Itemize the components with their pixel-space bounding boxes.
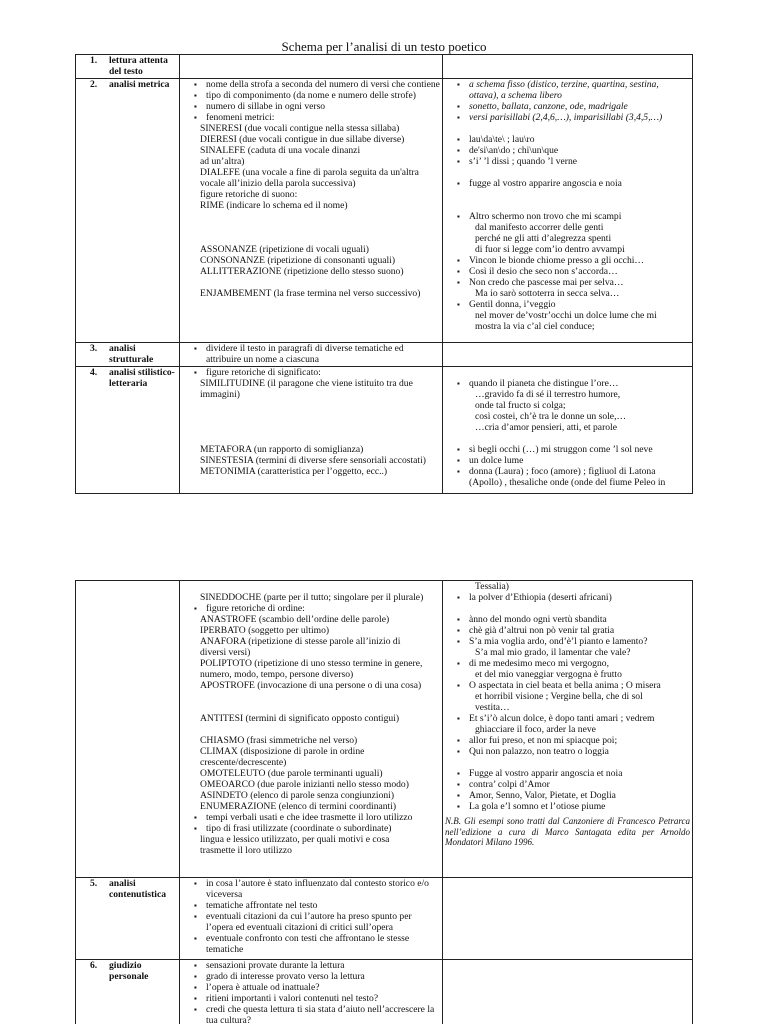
content-cell <box>180 960 443 1024</box>
text-line: figure retoriche di suono: <box>200 189 298 200</box>
section-cell: 3. analisi strutturale <box>76 343 180 367</box>
section-label: analisi metrica <box>109 79 170 90</box>
list-item: ▪ ritieni importanti i valori contenuti nel testo? <box>182 993 440 1004</box>
text-line: crescente/decrescente) <box>200 757 287 768</box>
text-line: APOSTROFE (invocazione di una persone o di una cosa) <box>200 680 422 691</box>
section-label: lettura attenta del testo <box>109 55 168 77</box>
section-cell: 4. analisi stilistico-letteraria <box>76 367 180 494</box>
schema-table-1 <box>75 54 693 494</box>
list-item: ▪ Amor, Senno, Valor, Pietate, et Doglia <box>445 790 690 801</box>
text-line: Ma io sarò sottoterra in secca selva… <box>475 288 620 299</box>
text-line: ANASTROFE (scambio dell’ordine delle parole) <box>200 614 390 625</box>
text-line: nel mover de’vostr’occhi un dolce lume che mi <box>475 310 657 321</box>
text-line: SINEDDOCHE (parte per il tutto; singolare per il plurale) <box>200 592 424 603</box>
list-item: ▪ a schema fisso (distico, terzine, quartina, sestina, ottava), a schema libero <box>445 79 690 101</box>
text-line: POLIPTOTO (ripetizione di uno stesso termine in genere, <box>200 658 423 669</box>
list-item: ▪ l’opera è attuale od inattuale? <box>182 982 440 993</box>
list-item: ▪ la polver d’Ethiopia (deserti africani) <box>445 592 690 603</box>
text-line: RIME (indicare lo schema ed il nome) <box>200 200 348 211</box>
list-item: ▪ donna (Laura) ; foco (amore) ; figliuol di Latona (Apollo) , thesaliche onde (onde del fiume Peleo in <box>445 466 690 488</box>
list-item: ▪ credi che questa lettura ti sia stata d’aiuto nell’accrescere la tua cultura? <box>182 1004 440 1024</box>
table-row <box>76 55 693 79</box>
section-label: analisi strutturale <box>109 343 154 365</box>
list-item: ▪ chè già d’altrui non pò venir tal gratia <box>445 625 690 636</box>
text-line: ASINDETO (elenco di parole senza congiunzioni) <box>200 790 395 801</box>
text-line: et del mio vaneggiar vergogna è frutto <box>475 669 622 680</box>
text-line: SIMILITUDINE (il paragone che viene istituito tra due <box>200 378 413 389</box>
text-line: ENJAMBEMENT (la frase termina nel verso successivo) <box>200 288 421 299</box>
list-item: ▪ dividere il testo in paragrafi di diverse tematiche ed attribuire un nome a ciascuna <box>182 343 440 365</box>
list-item: ▪ sonetto, ballata, canzone, ode, madrigale <box>445 101 690 112</box>
list-item: ▪ tipo di componimento (da nome e numero delle strofe) <box>182 90 440 101</box>
text-line: ASSONANZE (ripetizione di vocali uguali) <box>200 244 369 255</box>
list-item: ▪ Et s’i’ò alcun dolce, è dopo tanti amari ; vedrem <box>445 713 690 724</box>
text-line: DIERESI (due vocali contigue in due sillabe diverse) <box>200 134 405 145</box>
section-label: analisi stilistico-letteraria <box>109 367 175 389</box>
list-item: ▪ in cosa l’autore è stato influenzato dal contesto storico e/o viceversa <box>182 878 440 900</box>
section-cell: 6. giudizio personale <box>76 960 180 1024</box>
text-line: SINESTESIA (termini di diverse sfere sensoriali accostati) <box>200 455 426 466</box>
schema-table-2 <box>75 580 693 1024</box>
list-item: ▪ quando il pianeta che distingue l’ore… <box>445 378 690 389</box>
text-line: …cria d’amor pensieri, atti, et parole <box>475 422 617 433</box>
list-item: ▪ grado di interesse provato verso la lettura <box>182 971 440 982</box>
list-item: ▪ nome della strofa a seconda del numero di versi che contiene <box>182 79 440 90</box>
text-line: ANAFORA (ripetizione di stesse parole all’inizio di <box>200 636 401 647</box>
text-line: dal manifesto accorrer delle genti <box>475 222 604 233</box>
text-line: di fuor si legge com’io dentro avvampi <box>475 244 625 255</box>
list-item: ▪ lau\da\te\ ; lau\ro <box>445 134 690 145</box>
text-line: perché ne gli atti d’alegrezza spenti <box>475 233 612 244</box>
list-item: ▪ un dolce lume <box>445 455 690 466</box>
list-item: ▪ tempi verbali usati e che idee trasmette il loro utilizzo <box>182 812 440 823</box>
list-item: ▪ O aspectata in ciel beata et bella anima ; O misera <box>445 680 690 691</box>
text-line: SINALEFE (caduta di una vocale dinanzi <box>200 145 361 156</box>
text-line: DIALEFE (una vocale a fine di parola seguita da un'altra <box>200 167 419 178</box>
content-cell <box>180 343 443 367</box>
text-line: immagini) <box>200 389 240 400</box>
list-item: ▪ de'si\an\do ; chi\un\que <box>445 145 690 156</box>
list-item: ▪ eventuale confronto con testi che affrontano le stesse tematiche <box>182 933 440 955</box>
table-row <box>76 79 693 343</box>
list-item: ▪ sì begli occhi (…) mi struggon come ’l sol neve <box>445 444 690 455</box>
list-item: ▪ versi parisillabi (2,4,6,…), imparisillabi (3,4,5,…) <box>445 112 690 123</box>
section-label: analisi contenutistica <box>109 878 167 900</box>
section-cell: 5. analisi contenutistica <box>76 878 180 960</box>
list-item: ▪ numero di sillabe in ogni verso <box>182 101 440 112</box>
text-line: S’a mal mio grado, il lamentar che vale? <box>475 647 631 658</box>
content-cell <box>180 878 443 960</box>
examples-cell <box>443 581 693 878</box>
text-line: trasmette il loro utilizzo <box>200 845 292 856</box>
text-line: OMOTELEUTO (due parole terminanti uguali) <box>200 768 383 779</box>
text-line: CONSONANZE (ripetizione di consonanti uguali) <box>200 255 396 266</box>
text-line: SINERESI (due vocali contigue nella stessa sillaba) <box>200 123 400 134</box>
text-line: numero, modo, tempo, persone diverso) <box>200 669 354 680</box>
table-row <box>76 878 693 960</box>
text-line: così costei, ch’è tra le donne un sole,… <box>475 411 627 422</box>
list-item: ▪ s’i’ ’l dissi ; quando ’l verne <box>445 156 690 167</box>
text-line: onde tal fructo si colga; <box>475 400 566 411</box>
table-row <box>76 581 693 878</box>
list-item: ▪ Qui non palazzo, non teatro o loggia <box>445 746 690 757</box>
text-line: ALLITTERAZIONE (ripetizione dello stesso suono) <box>200 266 404 277</box>
page-title: Schema per l’analisi di un testo poetico <box>281 39 487 54</box>
list-item: ▪ S’a mia voglia ardo, ond’è’l pianto e lamento? <box>445 636 690 647</box>
text-line: ENUMERAZIONE (elenco di termini coordinanti) <box>200 801 397 812</box>
text-line: mostra la via c’al ciel conduce; <box>475 321 595 332</box>
text-line: CHIASMO (frasi simmetriche nel verso) <box>200 735 358 746</box>
examples-cell <box>443 79 693 343</box>
text-line: ad un’altra) <box>200 156 245 167</box>
text-line: METAFORA (un rapporto di somiglianza) <box>200 444 364 455</box>
list-item: ▪ Gentil donna, i’veggio <box>445 299 690 310</box>
list-item: ▪ figure retoriche di ordine: <box>182 603 440 614</box>
list-item: ▪ ànno del mondo ogni vertù sbandita <box>445 614 690 625</box>
text-line: diversi versi) <box>200 647 251 658</box>
list-item: ▪ tematiche affrontate nel testo <box>182 900 440 911</box>
footnote: N.B. Gli esempi sono tratti dal Canzoniere di Francesco Petrarca nell’edizione a cura di Marco Santagata edita per Arnoldo Mondatori Milano 1996. <box>445 816 690 847</box>
list-item: ▪ Vincon le bionde chiome presso a gli occhi… <box>445 255 690 266</box>
list-item: ▪ Altro schermo non trovo che mi scampi <box>445 211 690 222</box>
list-item: ▪ contra’ colpi d’Amor <box>445 779 690 790</box>
section-label: giudizio personale <box>109 960 149 982</box>
text-line: ANTITESI (termini di significato opposto contigui) <box>200 713 400 724</box>
list-item: ▪ sensazioni provate durante la lettura <box>182 960 440 971</box>
text-line: et horribil visione ; Vergine bella, che di sol <box>475 691 643 702</box>
section-cell: 2. analisi metrica <box>76 79 180 343</box>
table-row <box>76 343 693 367</box>
text-line: vestita… <box>475 702 510 713</box>
list-item: ▪ allor fui preso, et non mi spiacque poi; <box>445 735 690 746</box>
text-line: CLIMAX (disposizione di parole in ordine <box>200 746 365 757</box>
text-line: IPERBATO (soggetto per ultimo) <box>200 625 330 636</box>
text-line: lingua e lessico utilizzato, per quali motivi e cosa <box>200 834 390 845</box>
text-line: vocale all’inizio della parola successiva) <box>200 178 356 189</box>
list-item: ▪ Fugge al vostro apparir angoscia et noia <box>445 768 690 779</box>
list-item: ▪ tipo di frasi utilizzate (coordinate o subordinate) <box>182 823 440 834</box>
list-item: ▪ fugge al vostro apparire angoscia e noia <box>445 178 690 189</box>
examples-cell <box>443 367 693 494</box>
text-line: …gravido fa di sé il terrestro humore, <box>475 389 621 400</box>
list-item: ▪ fenomeni metrici: <box>182 112 440 123</box>
section-cell: 1. lettura attenta del testo <box>76 55 180 79</box>
text-line: OMEOARCO (due parole inizianti nello stesso modo) <box>200 779 409 790</box>
list-item: ▪ di me medesimo meco mi vergogno, <box>445 658 690 669</box>
content-cell <box>180 581 443 878</box>
list-item: ▪ eventuali citazioni da cui l’autore ha preso spunto per l’opera ed eventuali citazioni di critici sull’opera <box>182 911 440 933</box>
list-item: ▪ La gola e’l somno et l’otiose piume <box>445 801 690 812</box>
table-row <box>76 367 693 494</box>
text-line: METONIMIA (caratteristica per l’oggetto, ecc..) <box>200 466 388 477</box>
table-row <box>76 960 693 1024</box>
list-item: ▪ Non credo che pascesse mai per selva… <box>445 277 690 288</box>
list-item: ▪ Così il desio che seco non s’accorda… <box>445 266 690 277</box>
text-line: ghiacciare il foco, arder la neve <box>475 724 596 735</box>
content-cell <box>180 367 443 494</box>
content-cell <box>180 79 443 343</box>
text-line: Tessalia) <box>475 581 509 592</box>
list-item: ▪ figure retoriche di significato: <box>182 367 440 378</box>
